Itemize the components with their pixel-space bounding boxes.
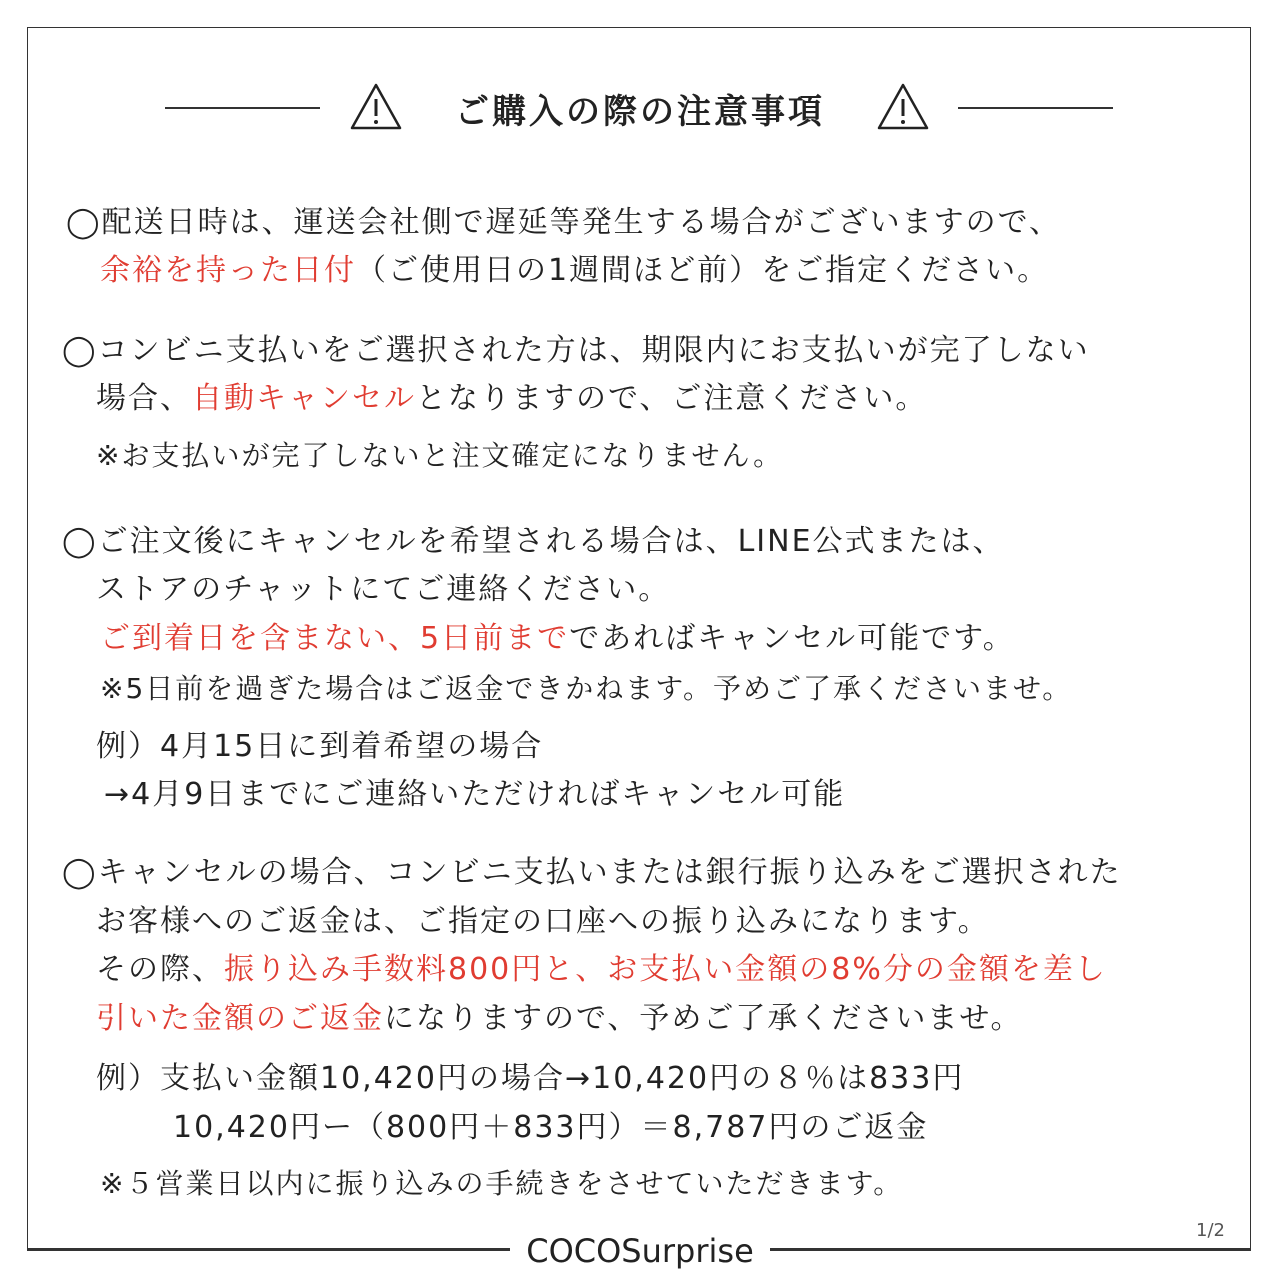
body-text: 場合、 [96, 381, 192, 416]
footer-rule-left [27, 1249, 510, 1251]
footer-rule-right [770, 1249, 1251, 1251]
body-text: その際、 [96, 952, 224, 987]
body-text: となりますので、ご注意ください。 [416, 381, 928, 416]
header-rule-left [165, 107, 320, 109]
highlight-text: ご到着日を含まない、5日前まで [100, 621, 570, 656]
highlight-text: 引いた金額のご返金 [96, 1001, 384, 1036]
notice-refund-line-1: ◯キャンセルの場合、コンビニ支払いまたは銀行振り込みをご選択された [62, 855, 1122, 890]
notice-delivery-line-2 [100, 251, 1049, 291]
notice-cancel-example-1: 例）4月15日に到着希望の場合 [96, 729, 544, 764]
notice-cancel-example-2: →4月9日までにご連絡いただければキャンセル可能 [104, 777, 846, 812]
header-rule-right [958, 107, 1113, 109]
notice-cancel-line-1: ◯ご注文後にキャンセルを希望される場合は、LINE公式または、 [62, 524, 1005, 559]
notice-refund-example-1: 例）支払い金額10,420円の場合→10,420円の８％は833円 [96, 1061, 965, 1096]
notice-refund-line-3 [96, 950, 1107, 990]
notice-convenience-line-1: ◯コンビニ支払いをご選択された方は、期限内にお支払いが完了しない [62, 333, 1090, 368]
notice-cancel-note: ※5日前を過ぎた場合はご返金できかねます。予めご了承くださいませ。 [100, 672, 1073, 705]
notice-convenience-line-2 [96, 379, 927, 419]
notice-refund-line-4 [96, 999, 1023, 1039]
body-text: （ご使用日の1週間ほど前）をご指定ください。 [356, 253, 1050, 288]
notice-delivery-line-1: ◯配送日時は、運送会社側で遅延等発生する場合がございますので、 [66, 205, 1061, 240]
brand-logo: COCOSurprise [510, 1232, 770, 1270]
notice-convenience-note: ※お支払いが完了しないと注文確定になりません。 [96, 439, 784, 472]
notice-cancel-line-3 [100, 619, 1015, 659]
page-number: 1/2 [1196, 1220, 1225, 1241]
page-title: ご購入の際の注意事項 [455, 92, 825, 132]
highlight-text: 振り込み手数料800円と、お支払い金額の8%分の金額を差し [224, 952, 1107, 987]
body-text: であればキャンセル可能です。 [569, 621, 1015, 656]
notice-refund-example-2: 10,420円ー（800円＋833円）＝8,787円のご返金 [173, 1110, 929, 1145]
notice-refund-note: ※５営業日以内に振り込みの手続きをさせていただきます。 [100, 1167, 904, 1200]
notice-refund-line-2: お客様へのご返金は、ご指定の口座への振り込みになります。 [96, 904, 990, 939]
highlight-text: 余裕を持った日付 [100, 253, 356, 288]
notice-cancel-line-2: ストアのチャットにてご連絡ください。 [96, 572, 671, 607]
highlight-text: 自動キャンセル [192, 381, 416, 416]
warning-icon [876, 82, 930, 132]
warning-icon [349, 82, 403, 132]
body-text: になりますので、予めご了承くださいませ。 [384, 1001, 1023, 1036]
